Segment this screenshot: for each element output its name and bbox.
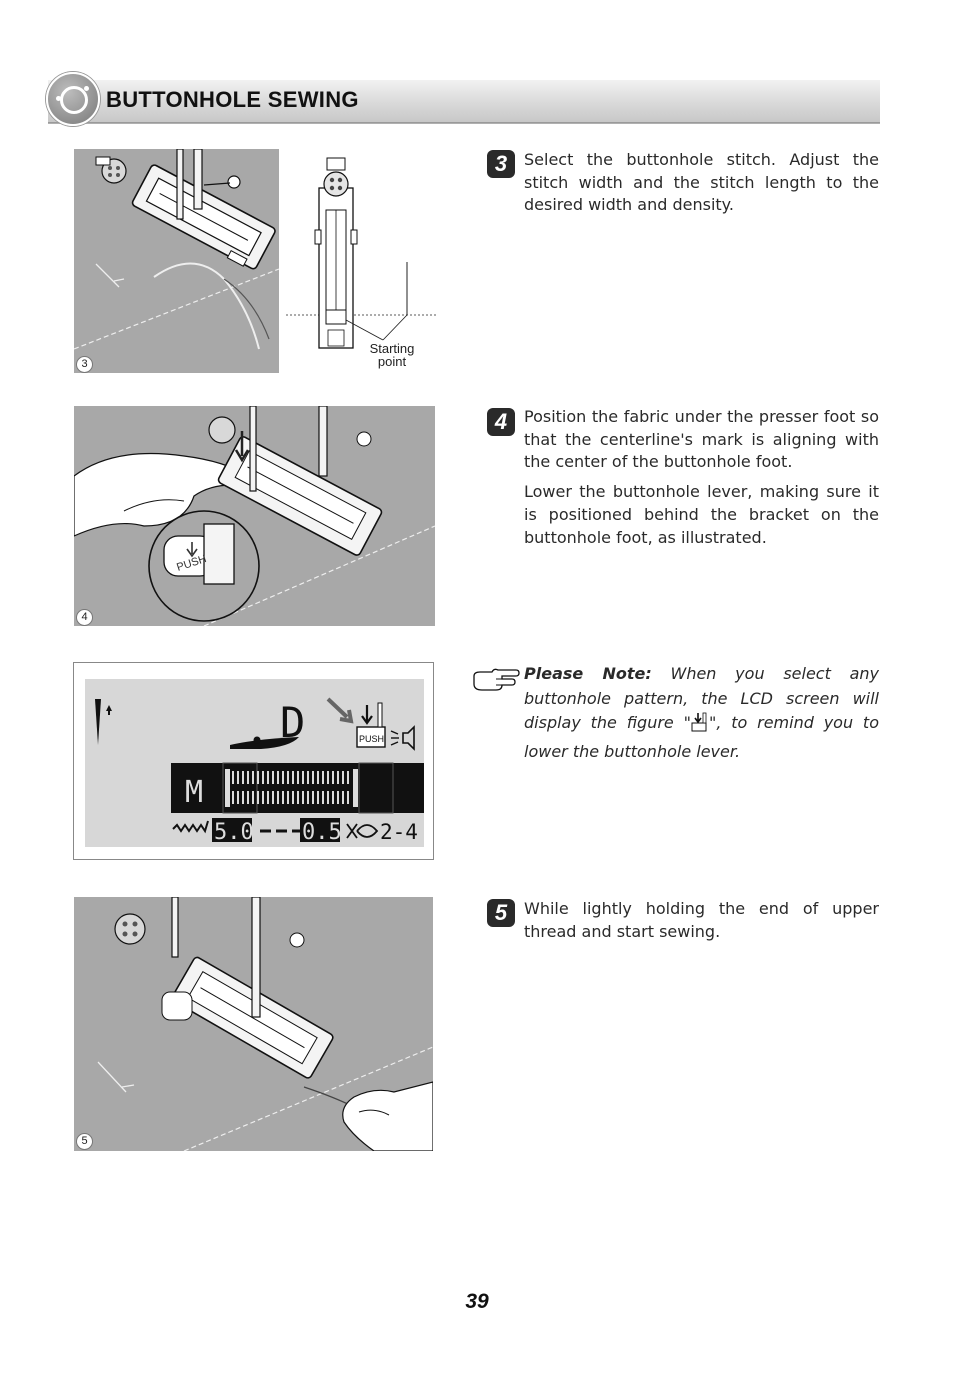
push-lever-icon xyxy=(357,703,385,747)
figure-number: 5 xyxy=(76,1133,93,1150)
figure-number: 3 xyxy=(76,356,93,373)
hand-pointer-icon xyxy=(472,666,520,694)
stitch-width-value: 5.0 xyxy=(214,820,254,845)
step-5-text xyxy=(524,898,879,950)
section-header-rule xyxy=(48,123,880,124)
figure-number: 4 xyxy=(76,609,93,626)
step-4-text xyxy=(524,406,879,556)
step-3-badge: 3 xyxy=(487,150,515,178)
page-title: BUTTONHOLE SEWING xyxy=(106,87,359,112)
pattern-range-value: 2-4 xyxy=(380,820,418,844)
lcd-display xyxy=(85,679,424,847)
step-4-badge: 4 xyxy=(487,408,515,436)
lcd-screen-figure xyxy=(73,662,434,860)
push-lever-icon xyxy=(691,712,709,740)
lcd-pattern-letter: D xyxy=(280,698,306,747)
section-bullet-icon xyxy=(46,72,100,126)
note-text-after: ", to remind you to lower the buttonhole lever. xyxy=(524,713,879,761)
figure-4-lower-lever xyxy=(74,406,435,626)
figure-3-presser-foot xyxy=(74,149,279,373)
step-3-text xyxy=(524,149,879,224)
figure-5-start-sewing xyxy=(74,897,433,1151)
note-text-before: When you select any buttonhole pattern, the LCD screen will display the figure " xyxy=(524,664,880,732)
step-paragraph: While lightly holding the end of upper thread and start sewing. xyxy=(524,899,879,941)
lcd-push-label: PUSH xyxy=(359,734,385,744)
speaker-icon xyxy=(391,727,414,749)
step-5-badge: 5 xyxy=(487,899,515,927)
stitch-length-value: 0.5 xyxy=(302,820,342,845)
step-paragraph: Lower the buttonhole lever, making sure it is positioned behind the bracket on the buttonhole foot, as illustrated. xyxy=(524,482,879,547)
figure-3-foot-diagram xyxy=(286,150,436,360)
push-lever-label: PUSH xyxy=(175,552,208,574)
lcd-mode-letter: M xyxy=(185,775,204,810)
step-paragraph: Position the fabric under the presser foot so that the centerline's mark is aligning with the center of the buttonhole foot. xyxy=(524,407,879,472)
step-paragraph: Select the buttonhole stitch. Adjust the stitch width and the stitch length to the desired width and density. xyxy=(524,150,879,215)
note-label: Please Note: xyxy=(524,664,652,683)
needle-up-icon xyxy=(95,699,112,745)
starting-point-callout: Starting point xyxy=(369,341,415,369)
please-note xyxy=(524,662,879,764)
page-number: 39 xyxy=(465,1290,489,1313)
